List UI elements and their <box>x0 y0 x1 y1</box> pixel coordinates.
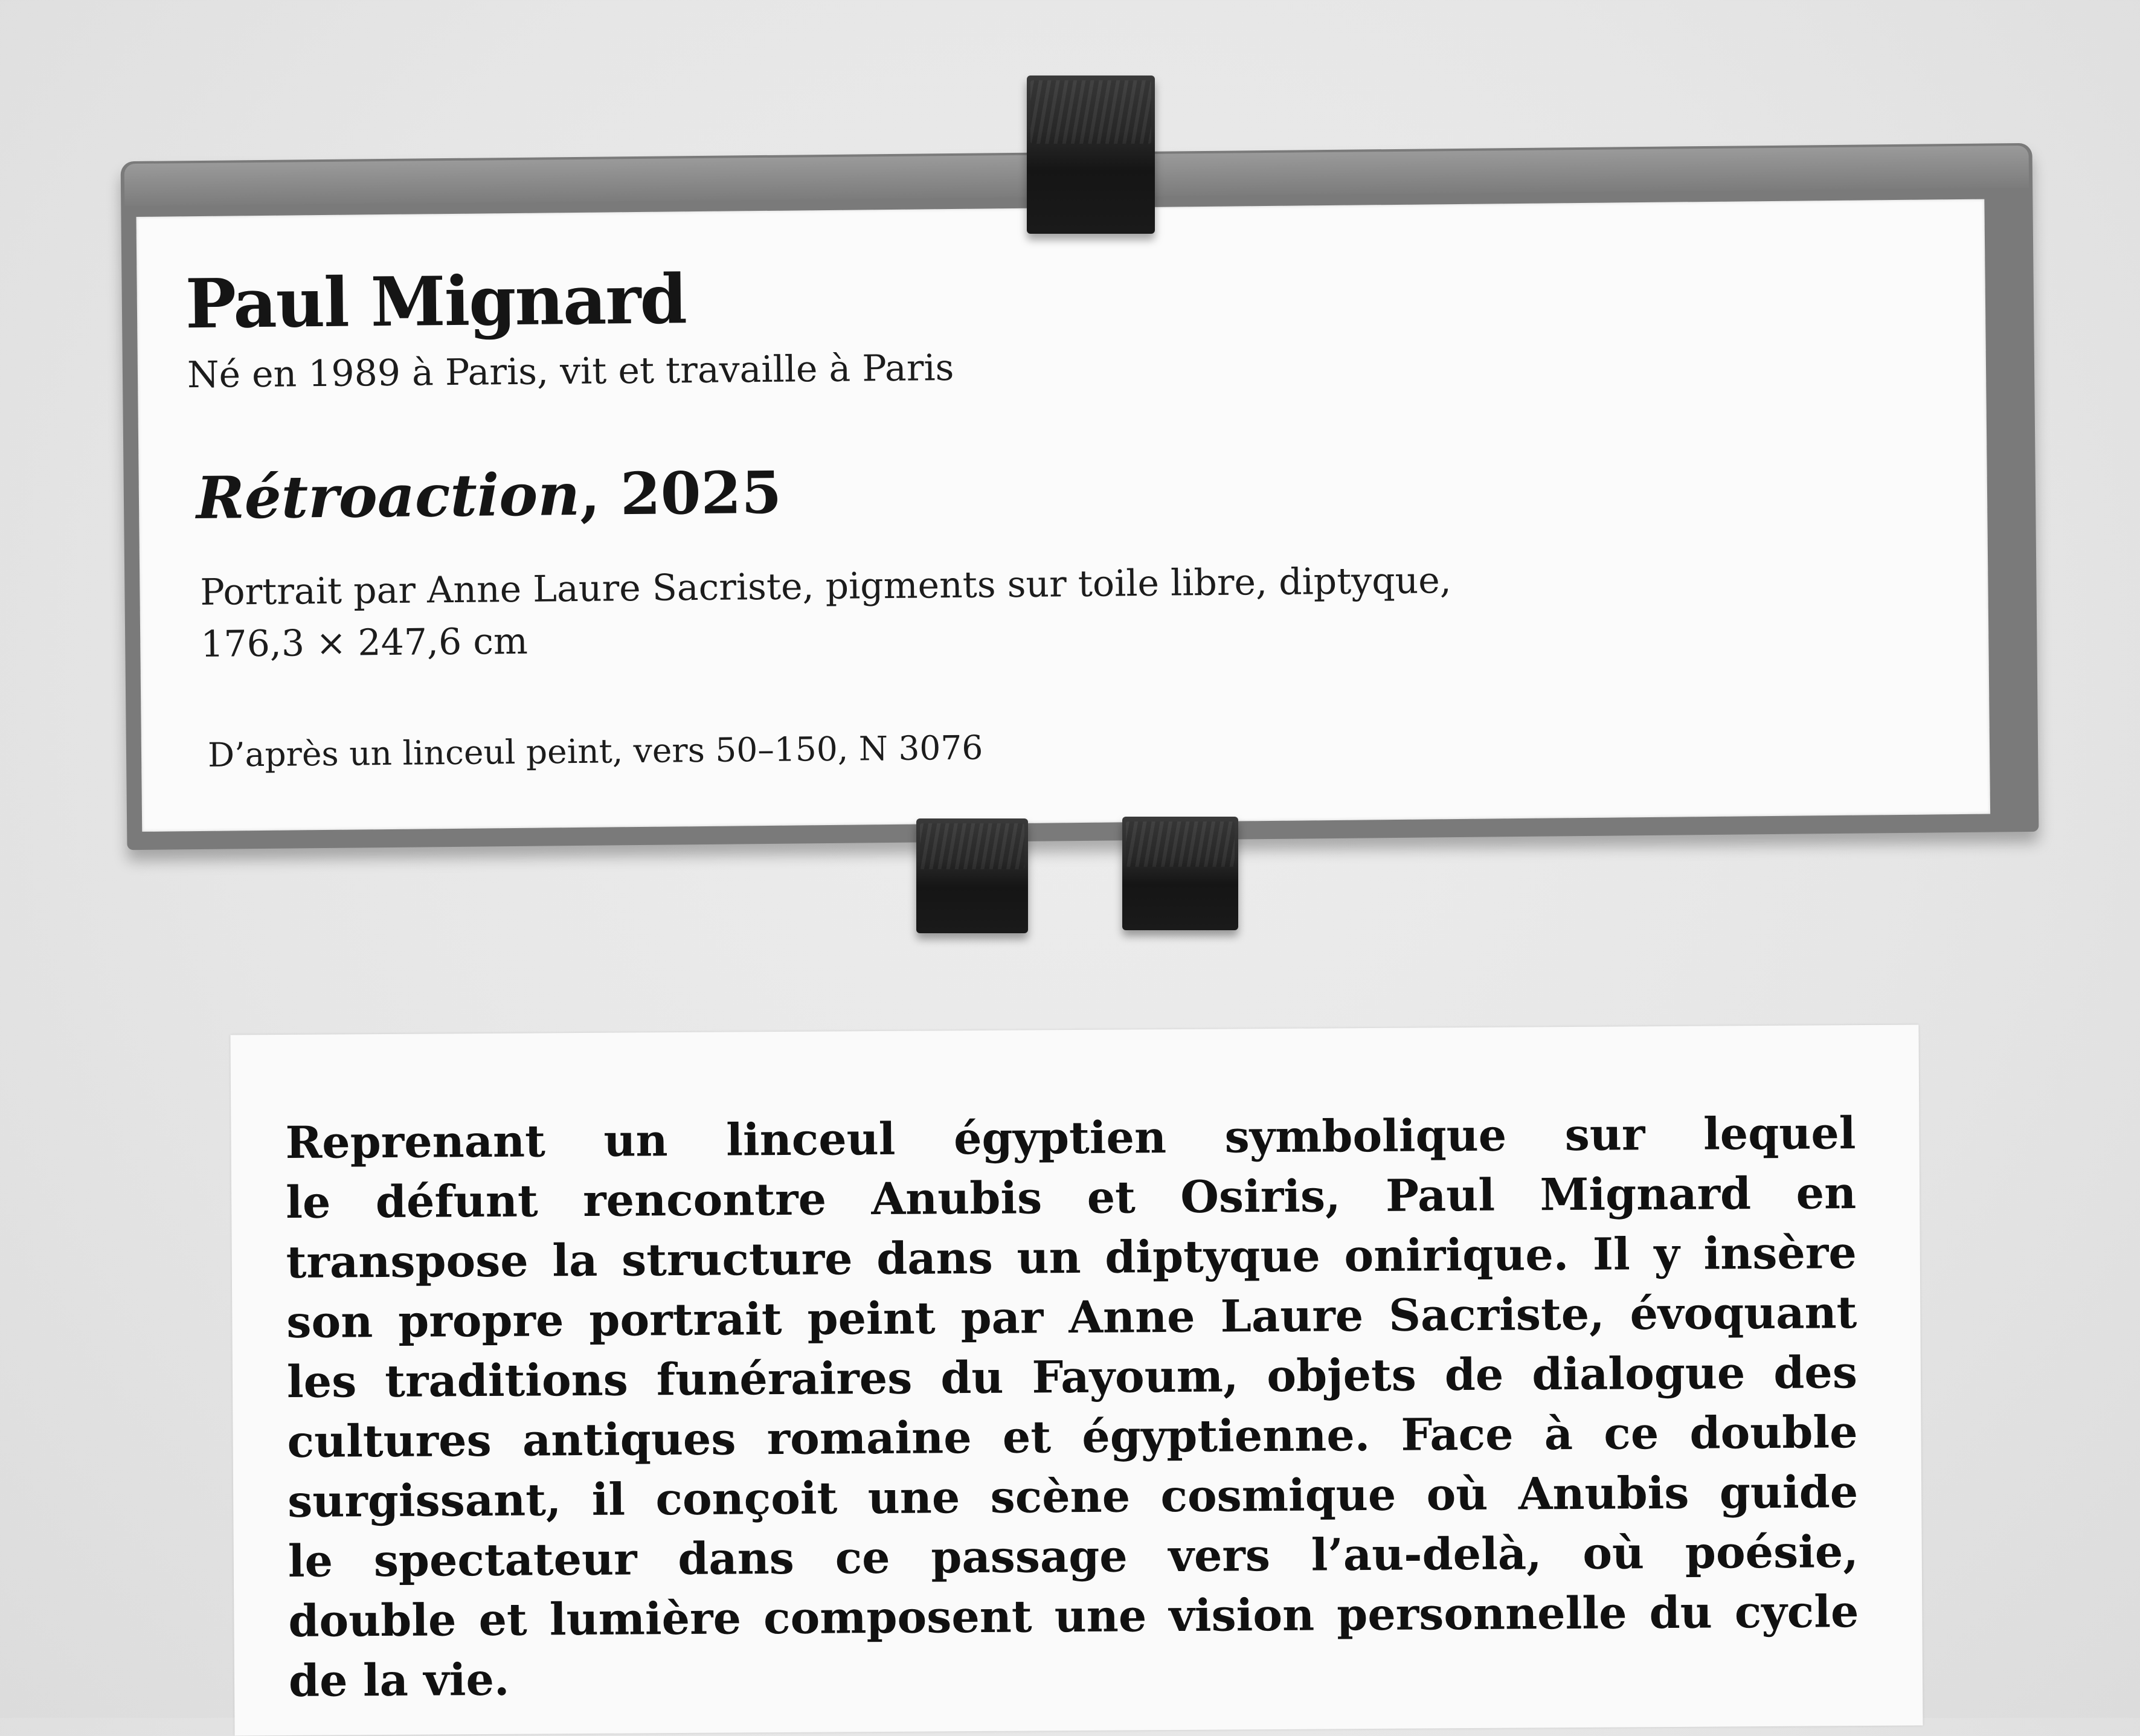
description-line: transpose la structure dans un diptyque onirique. Il y insère <box>286 1227 1857 1288</box>
artwork-medium-line: Portrait par Anne Laure Sacriste, pigments sur toile libre, diptyque, <box>200 559 1452 614</box>
top-mounting-clip <box>1027 76 1155 234</box>
description-line: le défunt rencontre Anubis et Osiris, Paul Mignard en <box>285 1167 1857 1229</box>
artwork-label-card <box>136 199 1990 832</box>
artist-name: Paul Mignard <box>185 260 687 344</box>
description-text <box>285 1104 1859 1711</box>
artwork-year: , 2025 <box>579 458 782 529</box>
description-line: Reprenant un linceul égyptien symbolique sur lequel <box>285 1107 1856 1169</box>
description-line: le spectateur dans ce passage vers l’au-delà, où poésie, <box>288 1526 1859 1587</box>
artwork-medium <box>200 551 1832 670</box>
artwork-title: Rétroaction <box>196 460 580 533</box>
artwork-source: D’après un linceul peint, vers 50–150, N 3076 <box>207 728 983 774</box>
artwork-label-frame <box>121 143 2039 850</box>
description-panel <box>230 1024 1923 1735</box>
description-line: double et lumière composent une vision personnelle du cycle <box>288 1586 1859 1647</box>
description-line: cultures antiques romaine et égyptienne. Face à ce double <box>287 1406 1858 1468</box>
description-line: surgissant, il conçoit une scène cosmique où Anubis guide <box>287 1466 1859 1528</box>
bottom-mounting-clip-right <box>1122 817 1238 930</box>
bottom-mounting-clip-left <box>916 818 1028 933</box>
artist-bio: Né en 1989 à Paris, vit et travaille à Paris <box>187 346 954 397</box>
description-line: de la vie. <box>288 1653 510 1707</box>
description-line: les traditions funéraires du Fayoum, objets de dialogue des <box>286 1346 1858 1408</box>
artwork-title-line <box>196 458 782 532</box>
description-line: son propre portrait peint par Anne Laure Sacriste, évoquant <box>286 1287 1857 1348</box>
artwork-dimensions: 176,3 × 247,6 cm <box>200 620 529 666</box>
